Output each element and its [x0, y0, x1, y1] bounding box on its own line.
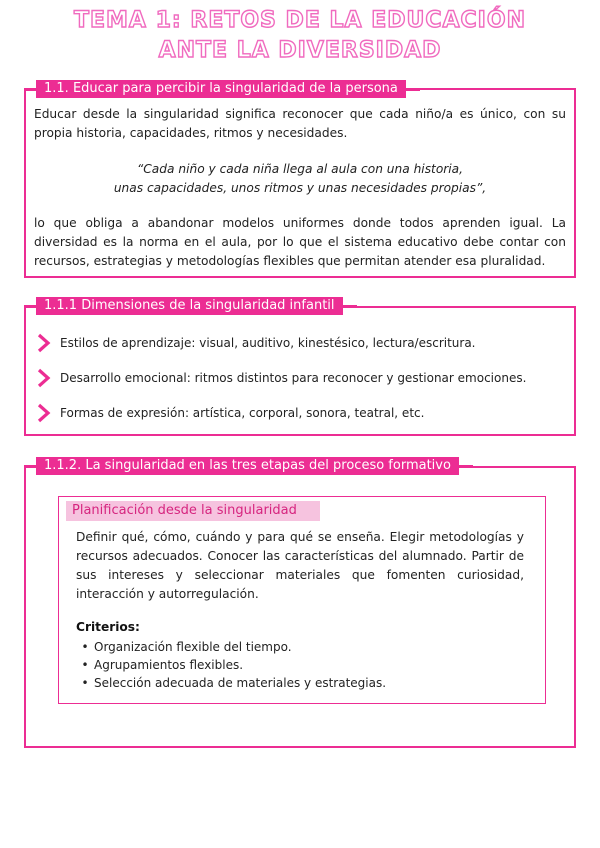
chevron-right-icon	[36, 332, 52, 354]
chevron-right-icon	[36, 402, 52, 424]
dimension-item-label: Desarrollo emocional: ritmos distintos para reconocer y gestionar emociones.	[60, 371, 527, 385]
bullet-dot-icon: •	[81, 658, 89, 672]
planning-paragraph: Definir qué, cómo, cuándo y para qué se enseña. Elegir metodologías y recursos adecuados. Conocer las características del alumnado. Partir de sus intereses y seleccionar materiales que fomenten curiosidad, interacción y autorregulación.	[76, 530, 524, 601]
section-1-paragraph-1: Educar desde la singularidad significa reconocer que cada niño/a es único, con su propia historia, capacidades, ritmos y necesidades.	[34, 107, 566, 140]
dimension-item-label: Estilos de aprendizaje: visual, auditivo, kinestésico, lectura/escritura.	[60, 336, 476, 350]
page-title-line2: ANTE LA DIVERSIDAD	[158, 38, 442, 63]
dimension-item	[36, 402, 424, 424]
criteria-title: Criterios:	[76, 620, 140, 634]
criteria-item	[76, 638, 386, 656]
section-2-heading: 1.1.1 Dimensiones de la singularidad infantil	[36, 297, 343, 315]
criteria-item	[76, 674, 386, 692]
criteria-item-label: Organización flexible del tiempo.	[94, 640, 292, 654]
dimension-item	[36, 367, 526, 389]
dimension-item	[36, 332, 476, 354]
dimension-item-label: Formas de expresión: artística, corporal, sonora, teatral, etc.	[60, 406, 425, 420]
section-1-paragraph-2: lo que obliga a abandonar modelos uniformes donde todos aprenden igual. La diversidad es la norma en el aula, por lo que el sistema educativo debe contar con recursos, estrategias y metodologías flexibles que permitan atender esa pluralidad.	[34, 216, 566, 268]
section-3-heading: 1.1.2. La singularidad en las tres etapas del proceso formativo	[36, 457, 459, 475]
planning-card-heading: Planificación desde la singularidad	[66, 501, 320, 521]
page-title-line1: TEMA 1: RETOS DE LA EDUCACIÓN	[74, 8, 526, 33]
section-1-heading: 1.1. Educar para percibir la singularidad de la persona	[36, 80, 406, 98]
section-1-quote-line-1: “Cada niño y cada niña llega al aula con una historia,	[136, 162, 464, 176]
section-1-quote-line-2: unas capacidades, unos ritmos y unas necesidades propias”,	[113, 181, 487, 195]
criteria-item-label: Agrupamientos flexibles.	[94, 658, 244, 672]
criteria-item	[76, 656, 386, 674]
criteria-list	[76, 638, 386, 692]
chevron-right-icon	[36, 367, 52, 389]
bullet-dot-icon: •	[81, 640, 89, 654]
criteria-item-label: Selección adecuada de materiales y estrategias.	[94, 676, 387, 690]
bullet-dot-icon: •	[81, 676, 89, 690]
